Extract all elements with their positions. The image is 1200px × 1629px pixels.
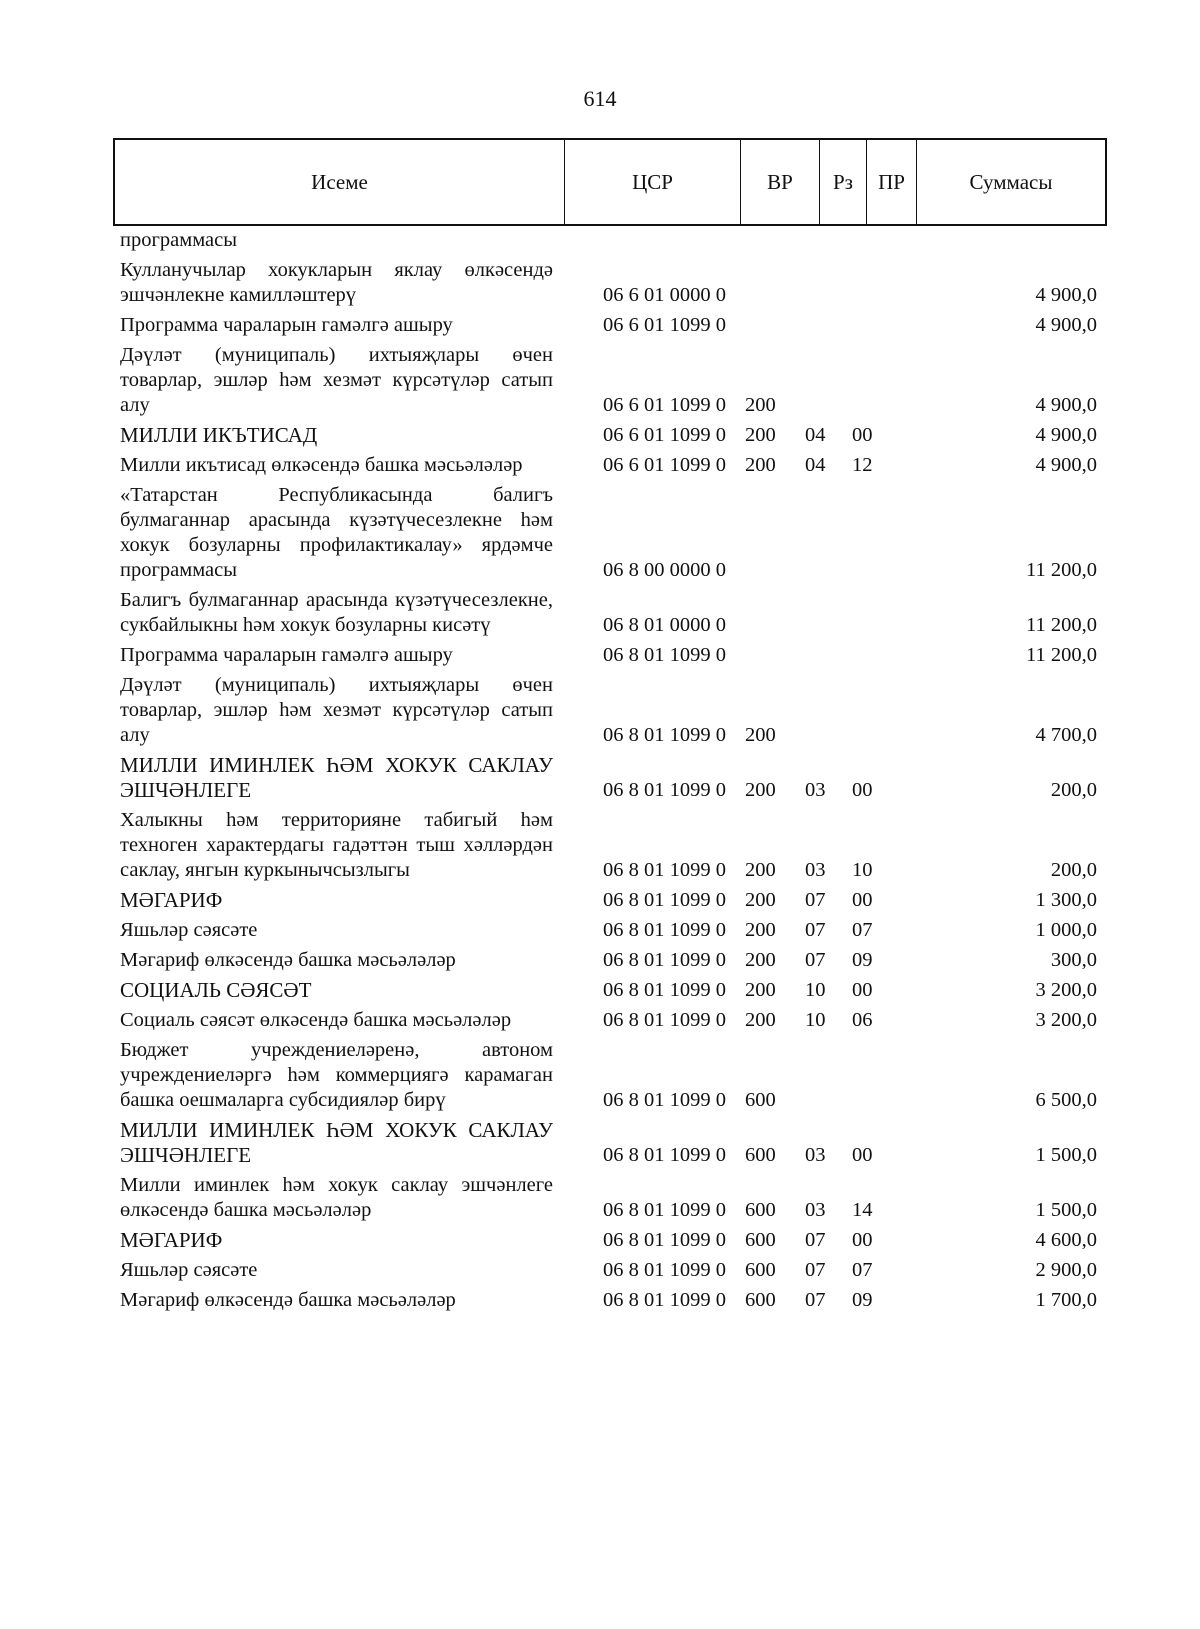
row-name: Бюджет учреждениеләренә, автоном учреждениеләргә һәм коммерциягә карамаган башка оешмаларга субсидияләр бирү xyxy=(120,1039,553,1111)
row-sum: 4 700,0 xyxy=(1035,724,1097,746)
row-sum: 3 200,0 xyxy=(1035,1009,1097,1031)
row-name: Кулланучылар хокукларын яклау өлкәсендә эшчәнлекне камилләштерү xyxy=(120,259,553,306)
header-csr: ЦСР xyxy=(565,140,741,224)
row-vr: 600 xyxy=(745,1089,776,1111)
table-row xyxy=(120,1006,1100,1036)
row-name: Программа чараларын гамәлгә ашыру xyxy=(120,314,453,336)
row-vr: 600 xyxy=(745,1229,776,1251)
row-csr: 06 6 01 1099 0 xyxy=(603,314,726,336)
row-rz: 07 xyxy=(805,1289,826,1311)
row-vr: 200 xyxy=(745,859,776,881)
row-name: Яшьләр сәясәте xyxy=(120,1259,258,1281)
row-rz: 10 xyxy=(805,1009,826,1031)
row-vr: 600 xyxy=(745,1144,776,1166)
header-vr: ВР xyxy=(741,140,820,224)
table-row xyxy=(120,1171,1100,1226)
row-sum: 200,0 xyxy=(1050,859,1097,881)
row-rz: 03 xyxy=(805,779,826,801)
row-name: программасы xyxy=(120,229,238,251)
row-csr: 06 8 01 1099 0 xyxy=(603,644,726,666)
row-rz: 07 xyxy=(805,1259,826,1281)
row-vr: 200 xyxy=(745,919,776,941)
row-name: МИЛЛИ ИМИНЛЕК ҺӘМ ХОКУК САКЛАУ ЭШЧӘНЛЕГЕ xyxy=(120,753,553,802)
row-rz: 07 xyxy=(805,949,826,971)
table-row xyxy=(120,421,1100,451)
row-rz: 03 xyxy=(805,1199,826,1221)
table-row xyxy=(120,946,1100,976)
row-name: Программа чараларын гамәлгә ашыру xyxy=(120,644,453,666)
row-csr: 06 8 01 1099 0 xyxy=(603,889,726,911)
header-name: Исеме xyxy=(115,140,565,224)
row-sum: 4 900,0 xyxy=(1035,314,1097,336)
table-row xyxy=(120,1256,1100,1286)
row-vr: 200 xyxy=(745,949,776,971)
row-sum: 200,0 xyxy=(1050,779,1097,801)
row-pr: 00 xyxy=(852,424,873,446)
row-vr: 200 xyxy=(745,1009,776,1031)
table-row xyxy=(120,641,1100,671)
row-csr: 06 6 01 0000 0 xyxy=(603,284,726,306)
row-rz: 10 xyxy=(805,979,826,1001)
row-sum: 4 900,0 xyxy=(1035,454,1097,476)
row-rz: 07 xyxy=(805,889,826,911)
row-csr: 06 8 01 0000 0 xyxy=(603,614,726,636)
row-pr: 07 xyxy=(852,1259,873,1281)
row-rz: 04 xyxy=(805,424,826,446)
row-csr: 06 6 01 1099 0 xyxy=(603,454,726,476)
row-rz: 04 xyxy=(805,454,826,476)
row-csr: 06 8 01 1099 0 xyxy=(603,949,726,971)
table-row xyxy=(120,916,1100,946)
table-row xyxy=(120,671,1100,751)
row-name: Дәүләт (муниципаль) ихтыяҗлары өчен товарлар, эшләр һәм хезмәт күрсәтүләр сатып алу xyxy=(120,674,553,746)
row-sum: 2 900,0 xyxy=(1035,1259,1097,1281)
row-sum: 1 500,0 xyxy=(1035,1199,1097,1221)
row-rz: 07 xyxy=(805,1229,826,1251)
row-pr: 00 xyxy=(852,979,873,1001)
row-pr: 09 xyxy=(852,949,873,971)
page-number: 614 xyxy=(583,86,617,111)
table-row xyxy=(120,886,1100,916)
row-csr: 06 8 00 0000 0 xyxy=(603,559,726,581)
table-row xyxy=(120,451,1100,481)
row-csr: 06 8 01 1099 0 xyxy=(603,1289,726,1311)
row-csr: 06 8 01 1099 0 xyxy=(603,919,726,941)
row-pr: 12 xyxy=(852,454,873,476)
row-csr: 06 8 01 1099 0 xyxy=(603,779,726,801)
row-name: Балигъ булмаганнар арасында күзәтүчесезлекне, сукбайлыкны һәм хокук бозуларны кисәтү xyxy=(120,589,553,636)
row-csr: 06 8 01 1099 0 xyxy=(603,1009,726,1031)
row-pr: 14 xyxy=(852,1199,873,1221)
row-name: Милли икътисад өлкәсендә башка мәсьәләләр xyxy=(120,454,523,476)
row-pr: 00 xyxy=(852,889,873,911)
row-pr: 00 xyxy=(852,1144,873,1166)
row-sum: 1 500,0 xyxy=(1035,1144,1097,1166)
row-rz: 03 xyxy=(805,859,826,881)
row-sum: 1 000,0 xyxy=(1035,919,1097,941)
row-sum: 11 200,0 xyxy=(1026,614,1097,636)
row-name: Мәгариф өлкәсендә башка мәсьәләләр xyxy=(120,1289,456,1311)
row-sum: 1 300,0 xyxy=(1035,889,1097,911)
table-row xyxy=(120,256,1100,311)
row-name: «Татарстан Республикасында балигъ булмаганнар арасында күзәтүчесезлекне һәм хокук бозуларны профилактикалау» ярдәмче программасы xyxy=(120,484,553,581)
row-name: МӘГАРИФ xyxy=(120,888,223,912)
table-row xyxy=(120,1286,1100,1316)
table-row xyxy=(120,311,1100,341)
row-sum: 1 700,0 xyxy=(1035,1289,1097,1311)
row-name: Социаль сәясәт өлкәсендә башка мәсьәләләр xyxy=(120,1009,512,1031)
row-name: СОЦИАЛЬ СӘЯСӘТ xyxy=(120,978,312,1002)
row-vr: 200 xyxy=(745,979,776,1001)
table-row xyxy=(120,228,1100,256)
row-rz: 07 xyxy=(805,919,826,941)
table-row xyxy=(120,751,1100,806)
row-csr: 06 6 01 1099 0 xyxy=(603,394,726,416)
table-row xyxy=(120,341,1100,421)
row-vr: 600 xyxy=(745,1259,776,1281)
row-sum: 4 600,0 xyxy=(1035,1229,1097,1251)
row-csr: 06 8 01 1099 0 xyxy=(603,979,726,1001)
header-rz: Рз xyxy=(820,140,867,224)
row-pr: 10 xyxy=(852,859,873,881)
row-csr: 06 8 01 1099 0 xyxy=(603,1144,726,1166)
row-rz: 03 xyxy=(805,1144,826,1166)
row-name: Милли иминлек һәм хокук саклау эшчәнлеге өлкәсендә башка мәсьәләләр xyxy=(120,1174,553,1221)
row-vr: 200 xyxy=(745,394,776,416)
row-sum: 3 200,0 xyxy=(1035,979,1097,1001)
row-sum: 6 500,0 xyxy=(1035,1089,1097,1111)
row-sum: 11 200,0 xyxy=(1026,559,1097,581)
table-row xyxy=(120,1226,1100,1256)
row-vr: 600 xyxy=(745,1289,776,1311)
row-vr: 200 xyxy=(745,779,776,801)
row-csr: 06 8 01 1099 0 xyxy=(603,1229,726,1251)
row-name: МИЛЛИ ИМИНЛЕК ҺӘМ ХОКУК САКЛАУ ЭШЧӘНЛЕГЕ xyxy=(120,1118,553,1167)
row-csr: 06 8 01 1099 0 xyxy=(603,859,726,881)
row-name: МӘГАРИФ xyxy=(120,1228,223,1252)
row-name: Халыкны һәм территорияне табигый һәм техноген характердагы гадәттән тыш хәлләрдән саклау, янгын куркынычсызлыгы xyxy=(120,809,553,881)
row-sum: 300,0 xyxy=(1050,949,1097,971)
row-csr: 06 6 01 1099 0 xyxy=(603,424,726,446)
row-vr: 200 xyxy=(745,424,776,446)
table-row xyxy=(120,1036,1100,1116)
table-row xyxy=(120,1116,1100,1171)
header-sum: Суммасы xyxy=(969,169,1053,194)
table-row xyxy=(120,481,1100,586)
row-sum: 11 200,0 xyxy=(1026,644,1097,666)
row-csr: 06 8 01 1099 0 xyxy=(603,1089,726,1111)
row-name: Мәгариф өлкәсендә башка мәсьәләләр xyxy=(120,949,456,971)
row-vr: 200 xyxy=(745,454,776,476)
row-csr: 06 8 01 1099 0 xyxy=(603,1259,726,1281)
row-vr: 200 xyxy=(745,724,776,746)
table-row xyxy=(120,806,1100,886)
row-pr: 00 xyxy=(852,779,873,801)
row-pr: 00 xyxy=(852,1229,873,1251)
header-pr: ПР xyxy=(867,140,917,224)
row-sum: 4 900,0 xyxy=(1035,284,1097,306)
row-pr: 09 xyxy=(852,1289,873,1311)
row-vr: 600 xyxy=(745,1199,776,1221)
row-csr: 06 8 01 1099 0 xyxy=(603,1199,726,1221)
row-vr: 200 xyxy=(745,889,776,911)
row-pr: 06 xyxy=(852,1009,873,1031)
row-name: Дәүләт (муниципаль) ихтыяҗлары өчен товарлар, эшләр һәм хезмәт күрсәтүләр сатып алу xyxy=(120,344,553,416)
row-csr: 06 8 01 1099 0 xyxy=(603,724,726,746)
table-body xyxy=(120,228,1100,1316)
table-row xyxy=(120,586,1100,641)
row-sum: 4 900,0 xyxy=(1035,424,1097,446)
table-header xyxy=(113,138,1107,226)
row-name: Яшьләр сәясәте xyxy=(120,919,258,941)
table-row xyxy=(120,976,1100,1006)
row-name: МИЛЛИ ИКЪТИСАД xyxy=(120,423,318,447)
row-sum: 4 900,0 xyxy=(1035,394,1097,416)
row-pr: 07 xyxy=(852,919,873,941)
